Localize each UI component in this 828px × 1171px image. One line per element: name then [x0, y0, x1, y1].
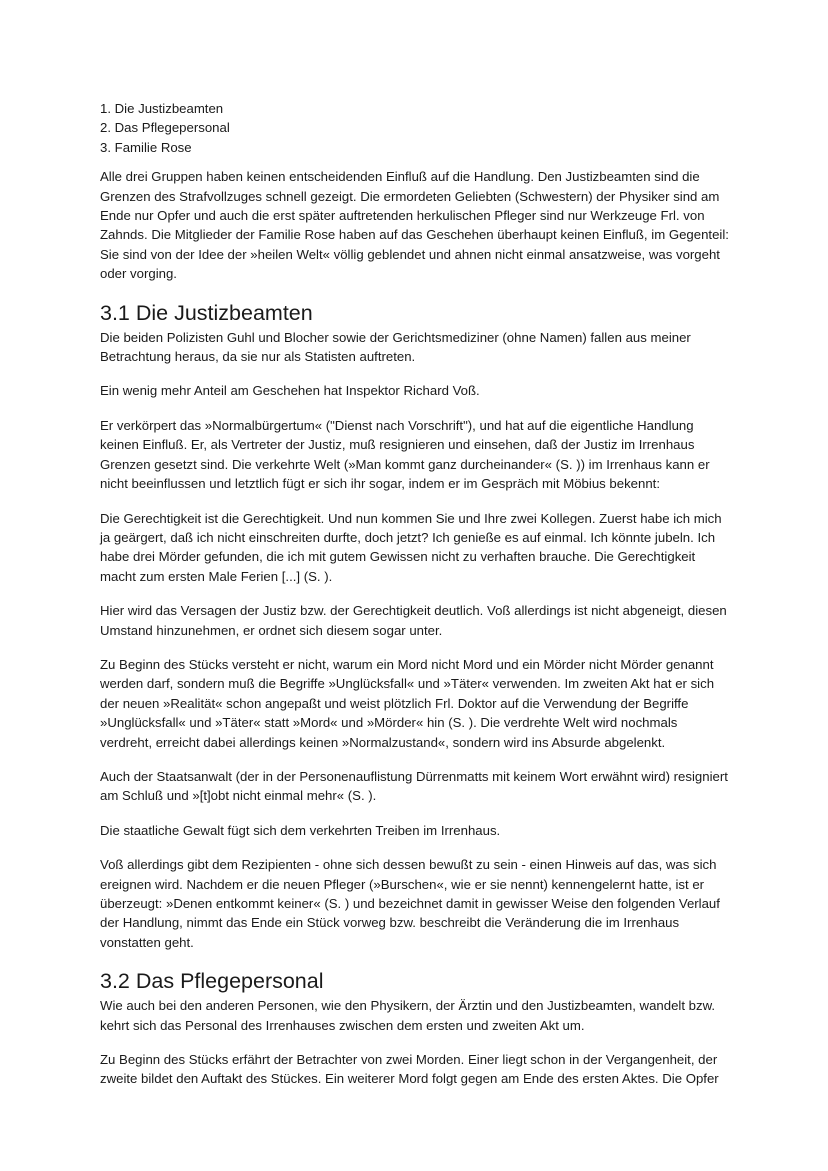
- intro-list: [100, 99, 732, 157]
- paragraph: Ein wenig mehr Anteil am Geschehen hat Inspektor Richard Voß.: [100, 383, 480, 399]
- paragraph: Die staatliche Gewalt fügt sich dem verkehrten Treiben im Irrenhaus.: [100, 822, 501, 838]
- document-page: [100, 99, 732, 1104]
- paragraph: Wie auch bei den anderen Personen, wie den Physikern, der Ärztin und den Justizbeamten, wandelt bzw. kehrt sich das Personal des Irrenhauses zwischen dem ersten und zweiten Akt um.: [100, 998, 716, 1033]
- list-item: 2. Das Pflegepersonal: [100, 120, 230, 136]
- paragraph: Die beiden Polizisten Guhl und Blocher sowie der Gerichtsmediziner (ohne Namen) fallen aus meiner Betrachtung heraus, da sie nur als Statisten auftreten.: [100, 329, 691, 365]
- intro-paragraph: Alle drei Gruppen haben keinen entscheidenden Einfluß auf die Handlung. Den Justizbeamten sind die Grenzen des Strafvollzuges schnell gezeigt. Die ermordeten Geliebten (Schwestern) der Physiker sind am Ende nur Opfer und auch die erst später auftretenden herkulischen Pfleger sind nur Werkzeuge Frl. von Zahnds. Die Mitglieder der Familie Rose haben auf das Geschehen überhaupt keinen Einfluß, im Gegenteil: Sie sind von der Idee der »heilen Welt« völlig geblendet und ahnen nicht einmal ansatzweise, was vorgeht oder vorging.: [100, 169, 729, 282]
- list-item: 1. Die Justizbeamten: [100, 101, 224, 116]
- list-item: 3. Familie Rose: [100, 139, 192, 155]
- paragraph: Zu Beginn des Stücks erfährt der Betrachter von zwei Morden. Einer liegt schon in der Vergangenheit, der zweite bildet den Auftakt des Stückes. Ein weiterer Mord folgt gegen am Ende des ersten Aktes. Die Opfer: [100, 1052, 719, 1087]
- paragraph: Auch der Staatsanwalt (der in der Personenauflistung Dürrenmatts mit keinem Wort erwähnt wird) resigniert am Schluß und »[t]obt nicht einmal mehr« (S. ).: [100, 768, 728, 804]
- quote-paragraph: Die Gerechtigkeit ist die Gerechtigkeit. Und nun kommen Sie und Ihre zwei Kollegen. Zuerst habe ich mich ja geärgert, daß ich nicht einschreiten durfte, doch jetzt? Ich genieße es auf einmal. Ich könnte jubeln. Ich habe drei Mörder gefunden, die ich mit gutem Gewissen nicht zu verhaften brauche. Die Gerechtigkeit macht zum ersten Male Ferien [...] (S. ).: [100, 510, 722, 584]
- section-heading-justizbeamten: 3.1 Die Justizbeamten: [100, 300, 313, 325]
- paragraph: Er verkörpert das »Normalbürgertum« ("Dienst nach Vorschrift"), und hat auf die eigentliche Handlung keinen Einfluß. Er, als Vertreter der Justiz, muß resignieren und einsehen, daß der Justiz im Irrenhaus Grenzen gesetzt sind. Die verkehrte Welt (»Man kommt ganz durcheinander« (S. )) im Irrenhaus kann er nicht beeinflussen und letztlich fügt er sich ihr sogar, indem er im Gespräch mit Möbius bekennt:: [100, 417, 710, 492]
- section-heading-pflegepersonal: 3.2 Das Pflegepersonal: [100, 969, 324, 994]
- paragraph: Hier wird das Versagen der Justiz bzw. der Gerechtigkeit deutlich. Voß allerdings ist nicht abgeneigt, diesen Umstand hinzunehmen, er ordnet sich diesem sogar unter.: [100, 603, 727, 638]
- paragraph: Voß allerdings gibt dem Rezipienten - ohne sich dessen bewußt zu sein - einen Hinweis auf das, was sich ereignen wird. Nachdem er die neuen Pfleger (»Burschen«, wie er sie nennt) kennengelernt hatte, ist er überzeugt: »Denen entkommt keiner« (S. ) und bezeichnet damit in gewisser Weise den folgenden Verlauf der Handlung, nimmt das Ende ein Stück vorweg bzw. beschreibt die Veränderung die im Irrenhaus vonstatten geht.: [100, 857, 720, 950]
- paragraph: Zu Beginn des Stücks versteht er nicht, warum ein Mord nicht Mord und ein Mörder nicht Mörder genannt werden darf, sondern muß die Begriffe »Unglücksfall« und »Täter« verwenden. Im zweiten Akt hat er sich der neuen »Realität« schon angepaßt und weist plötzlich Frl. Doktor auf die Verwendung der Begriffe »Unglücksfall« und »Täter« statt »Mord« und »Mörder« hin (S. ). Die verdrehte Welt wird nochmals verdreht, erreicht dabei allerdings keinen »Normalzustand«, sondern wird ins Absurde abgelenkt.: [100, 656, 715, 750]
